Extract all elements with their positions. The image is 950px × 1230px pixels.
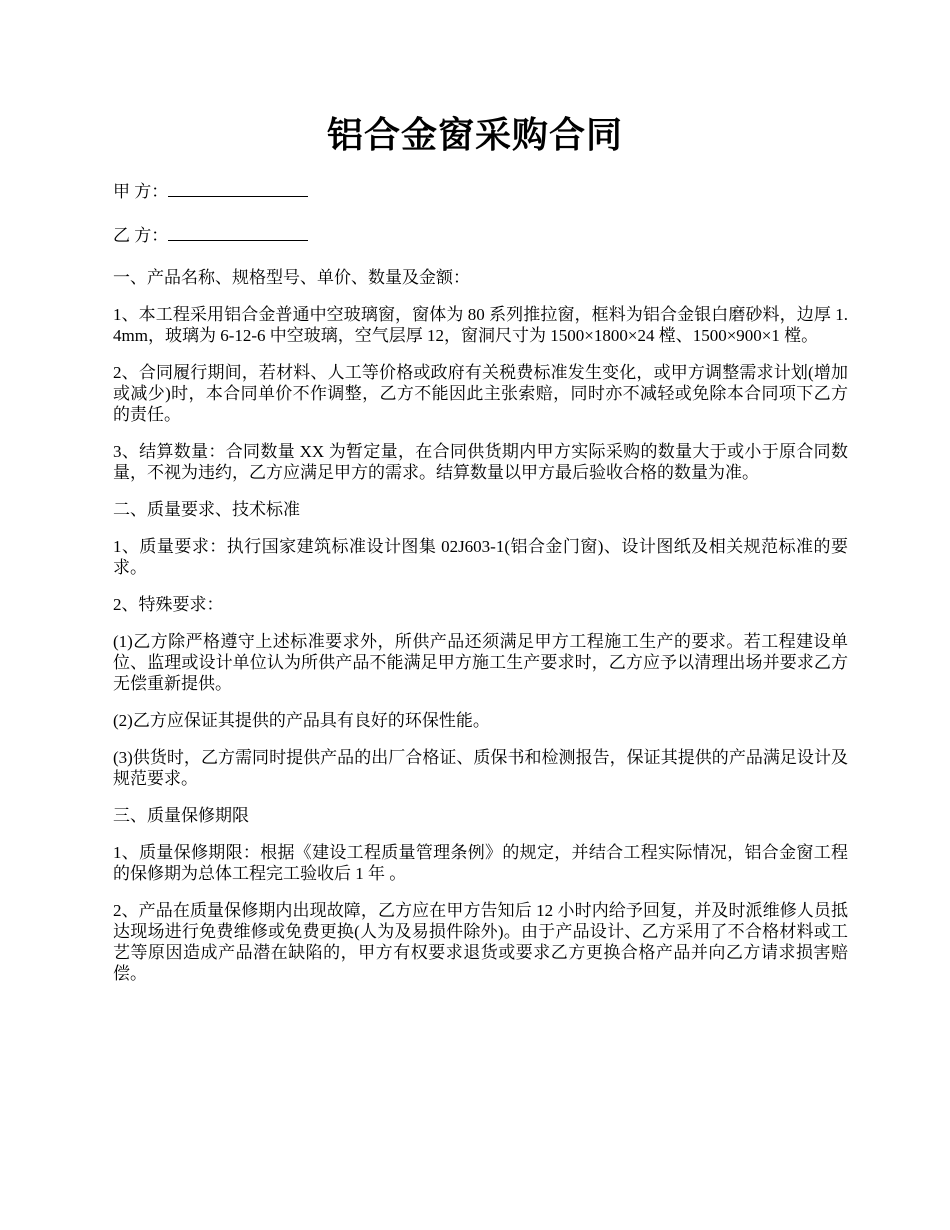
party-b-blank (168, 223, 308, 241)
section-1-heading: 一、产品名称、规格型号、单价、数量及金额： (113, 268, 470, 287)
party-b-label: 乙 方： (113, 226, 169, 245)
clause-1-1: 1、本工程采用铝合金普通中空玻璃窗，窗体为 80 系列推拉窗，框料为铝合金银白磨砂料，边厚 1.4mm，玻璃为 6-12-6 中空玻璃，空气层厚 12，窗洞尺寸为 1500×1800×24 樘、1500×900×1 樘。 (113, 305, 848, 345)
clause-3-2: 2、产品在质量保修期内出现故障，乙方应在甲方告知后 12 小时内给予回复，并及时派维修人员抵达现场进行免费维修或免费更换(人为及易损件除外)。由于产品设计、乙方采用了不合格材料或工艺等原因造成产品潜在缺陷的，甲方有权要求退货或要求乙方更换合格产品并向乙方请求损害赔偿。 (113, 901, 848, 983)
clause-2-2: 2、特殊要求： (113, 595, 224, 614)
party-a-label: 甲 方： (113, 182, 169, 201)
clause-2-2-1: (1)乙方除严格遵守上述标准要求外，所供产品还须满足甲方工程施工生产的要求。若工程建设单位、监理或设计单位认为所供产品不能满足甲方施工生产要求时，乙方应予以清理出场并要求乙方无偿重新提供。 (113, 632, 848, 693)
party-a-line (113, 179, 848, 202)
document-body (113, 179, 848, 1000)
clause-2-2-2: (2)乙方应保证其提供的产品具有良好的环保性能。 (113, 711, 490, 730)
clause-1-2: 2、合同履行期间，若材料、人工等价格或政府有关税费标准发生变化，或甲方调整需求计划(增加或减少)时，本合同单价不作调整，乙方不能因此主张索赔，同时亦不减轻或免除本合同项下乙方的责任。 (113, 363, 848, 424)
clause-3-1: 1、质量保修期限：根据《建设工程质量管理条例》的规定，并结合工程实际情况，铝合金窗工程的保修期为总体工程完工验收后 1 年 。 (113, 843, 848, 883)
section-2-heading: 二、质量要求、技术标准 (113, 500, 300, 519)
party-a-blank (168, 179, 308, 197)
clause-2-1: 1、质量要求：执行国家建筑标准设计图集 02J603-1(铝合金门窗)、设计图纸及相关规范标准的要求。 (113, 537, 848, 577)
party-b-line (113, 223, 848, 246)
section-3-heading: 三、质量保修期限 (113, 806, 249, 825)
clause-2-2-3: (3)供货时，乙方需同时提供产品的出厂合格证、质保书和检测报告，保证其提供的产品满足设计及规范要求。 (113, 748, 848, 788)
clause-1-3: 3、结算数量：合同数量 XX 为暂定量，在合同供货期内甲方实际采购的数量大于或小于原合同数量，不视为违约，乙方应满足甲方的需求。结算数量以甲方最后验收合格的数量为准。 (113, 442, 848, 482)
document-title: 铝合金窗采购合同 (326, 115, 623, 155)
